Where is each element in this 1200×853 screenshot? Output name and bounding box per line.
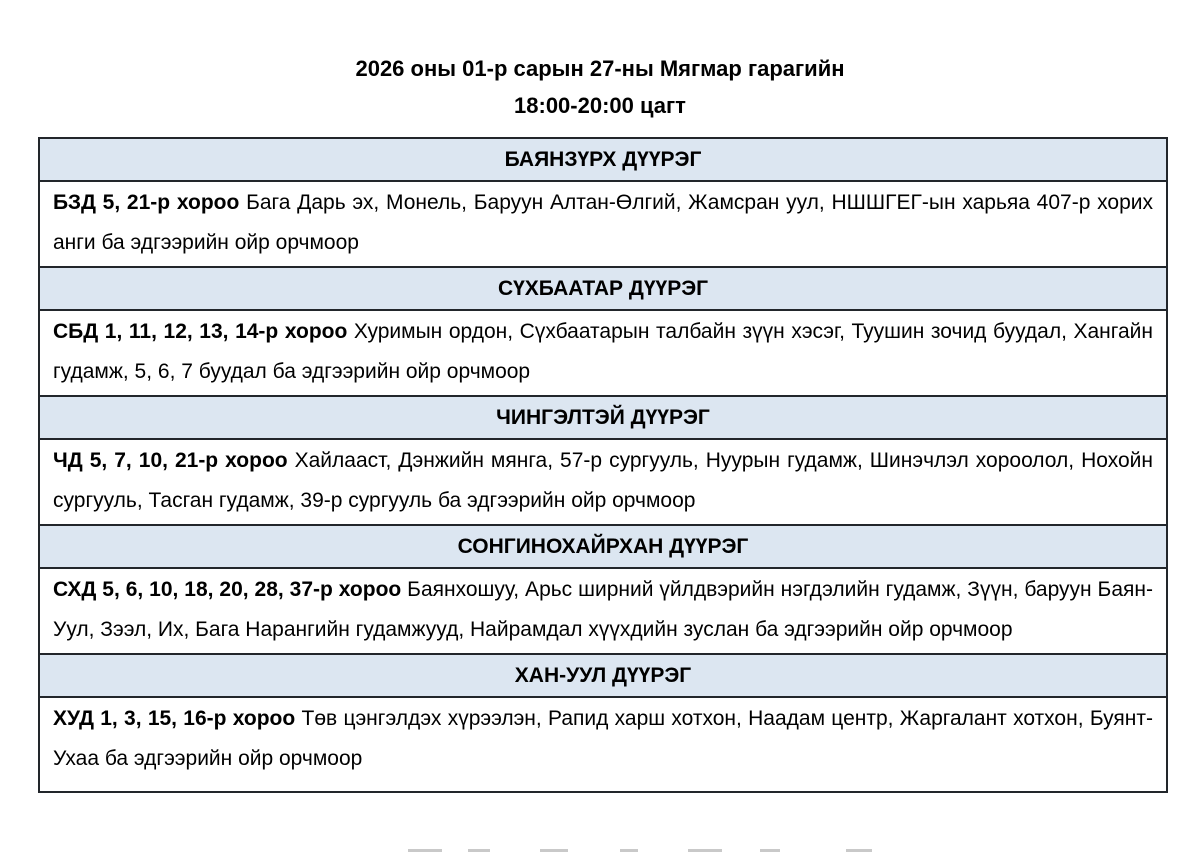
district-areas-cell <box>39 568 1167 654</box>
area-details: Хайлааст, Дэнжийн мянга, 57-р сургууль, Нуурын гудамж, Шинэчлэл хороолол, Нохойн сургууль, Тасган гудамж, 39-р сургууль ба эдгээрийн ойр орчмоор <box>53 449 1153 512</box>
district-areas-cell <box>39 439 1167 525</box>
outage-schedule-table <box>38 137 1168 793</box>
district-body-row <box>39 439 1167 525</box>
khoroo-label: БЗД 5, 21-р хороо <box>53 191 240 214</box>
district-body-row <box>39 697 1167 792</box>
district-header-row <box>39 396 1167 439</box>
district-name: ХАН-УУЛ ДҮҮРЭГ <box>39 654 1167 697</box>
cropped-text-remnant <box>0 846 1200 853</box>
district-areas-cell <box>39 310 1167 396</box>
area-details: Баянхошуу, Арьс ширний үйлдвэрийн нэгдэлийн гудамж, Зүүн, баруун Баян-Уул, Зээл, Их, Бага Нарангийн гудамжууд, Найрамдал хүүхдийн зуслан ба эдгээрийн ойр орчмоор <box>53 578 1153 641</box>
area-details: Бага Дарь эх, Монель, Баруун Алтан-Өлгий, Жамсран уул, НШШГЕГ-ын харьяа 407-р хорих анги ба эдгээрийн ойр орчмоор <box>53 191 1153 254</box>
area-details: Хуримын ордон, Сүхбаатарын талбайн зүүн хэсэг, Туушин зочид буудал, Хангайн гудамж, 5, 6, 7 буудал ба эдгээрийн ойр орчмоор <box>53 320 1153 383</box>
area-details: Төв цэнгэлдэх хүрээлэн, Рапид харш хотхон, Наадам центр, Жаргалант хотхон, Буянт-Ухаа ба эдгээрийн ойр орчмоор <box>53 707 1153 770</box>
schedule-time-title: 18:00-20:00 цагт <box>514 93 686 118</box>
district-body-row <box>39 310 1167 396</box>
district-body-row <box>39 568 1167 654</box>
document-title <box>0 0 1200 118</box>
district-name: СОНГИНОХАЙРХАН ДҮҮРЭГ <box>39 525 1167 568</box>
khoroo-label: ЧД 5, 7, 10, 21-р хороо <box>53 449 288 472</box>
district-header-row <box>39 138 1167 181</box>
district-body-row <box>39 181 1167 267</box>
district-areas-cell <box>39 181 1167 267</box>
district-name: СҮХБААТАР ДҮҮРЭГ <box>39 267 1167 310</box>
district-areas-cell <box>39 697 1167 792</box>
khoroo-label: ХУД 1, 3, 15, 16-р хороо <box>53 707 296 730</box>
khoroo-label: СХД 5, 6, 10, 18, 20, 28, 37-р хороо <box>53 578 402 601</box>
district-name: ЧИНГЭЛТЭЙ ДҮҮРЭГ <box>39 396 1167 439</box>
district-header-row <box>39 654 1167 697</box>
district-header-row <box>39 267 1167 310</box>
district-name: БАЯНЗҮРХ ДҮҮРЭГ <box>39 138 1167 181</box>
khoroo-label: СБД 1, 11, 12, 13, 14-р хороо <box>53 320 348 343</box>
district-header-row <box>39 525 1167 568</box>
schedule-date-title: 2026 оны 01-р сарын 27-ны Мягмар гарагийн <box>355 56 845 81</box>
